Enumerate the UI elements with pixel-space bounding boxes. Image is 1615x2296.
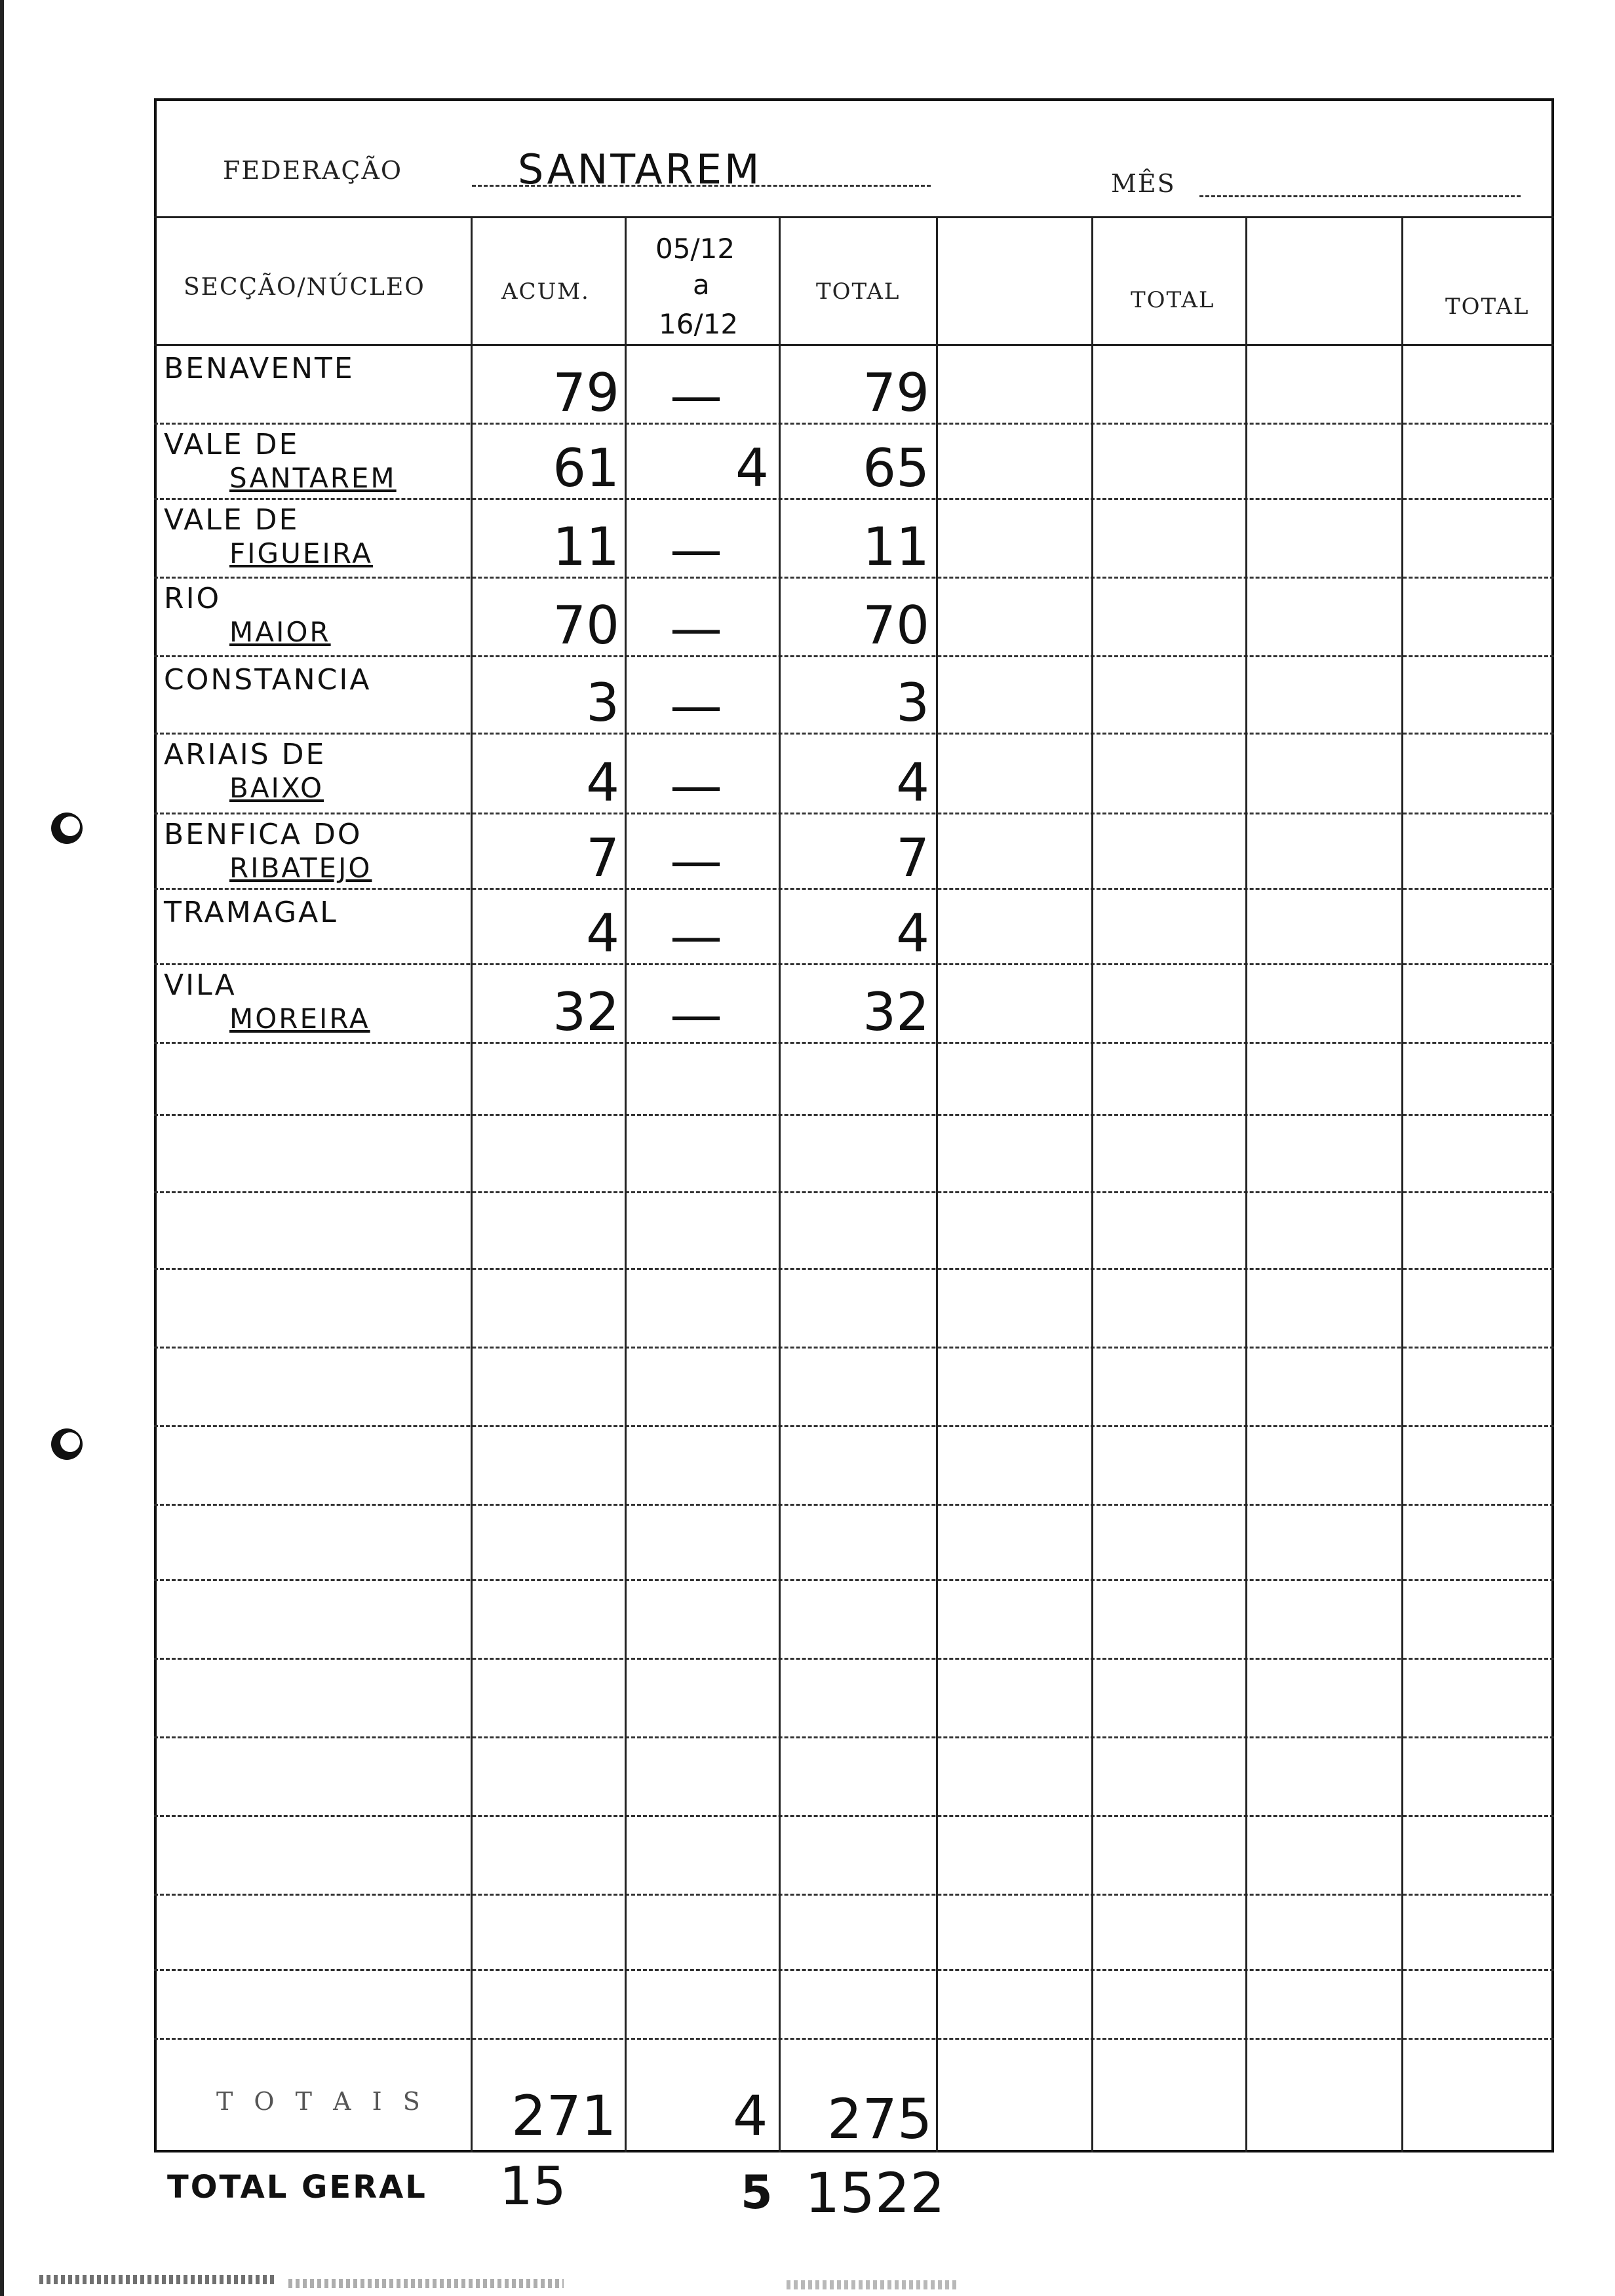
column-divider <box>471 216 473 2152</box>
col-header-period-end: 16/12 <box>659 308 739 340</box>
column-divider <box>625 216 627 2152</box>
page-edge <box>0 0 4 2296</box>
row-name-line-1: TRAMAGAL <box>164 896 338 929</box>
row-period: — <box>670 598 722 659</box>
row-acum: 61 <box>553 438 619 499</box>
row-name-line-1: VILA <box>164 968 237 1002</box>
row-divider <box>154 888 1554 890</box>
row-divider <box>154 1268 1554 1270</box>
row-divider <box>154 963 1554 965</box>
federacao-value: SANTAREM <box>518 145 762 193</box>
col-header-total-3: TOTAL <box>1445 294 1530 320</box>
col-header-total: TOTAL <box>816 278 901 305</box>
row-name-line-1: ARIAIS DE <box>164 738 326 771</box>
col-header-period-start: 05/12 <box>655 233 735 265</box>
row-acum: 4 <box>586 903 619 964</box>
row-period: — <box>670 755 722 816</box>
row-total: 7 <box>896 828 929 889</box>
mes-label: MÊS <box>1111 169 1176 198</box>
totais-total: 275 <box>827 2087 933 2151</box>
row-period: — <box>670 906 722 966</box>
punch-hole <box>51 1428 83 1460</box>
row-divider <box>154 1425 1554 1427</box>
row-total: 79 <box>863 362 929 423</box>
row-period: — <box>670 365 722 426</box>
row-divider <box>154 1504 1554 1506</box>
row-period: — <box>670 675 722 736</box>
row-divider <box>154 1658 1554 1660</box>
total-geral-period: 5 <box>741 2166 773 2219</box>
row-acum: 11 <box>553 516 619 577</box>
col-header-total-2: TOTAL <box>1131 287 1215 313</box>
row-divider <box>154 1894 1554 1896</box>
row-acum: 70 <box>553 595 619 656</box>
row-name-line-2: MAIOR <box>229 616 331 648</box>
mes-underline <box>1199 195 1521 197</box>
column-divider <box>1091 216 1093 2152</box>
column-divider <box>1245 216 1247 2152</box>
col-header-period-separator: a <box>693 269 710 301</box>
row-name-line-1: VALE DE <box>164 428 300 461</box>
row-acum: 7 <box>586 828 619 889</box>
row-period: 4 <box>735 438 769 499</box>
row-divider <box>154 655 1554 657</box>
row-name-line-2: SANTAREM <box>229 462 397 494</box>
form-frame <box>154 98 1554 2152</box>
row-acum: 4 <box>586 752 619 813</box>
total-geral-total: 1522 <box>805 2161 945 2225</box>
header-divider <box>154 216 1554 218</box>
row-total: 4 <box>896 752 929 813</box>
row-total: 11 <box>863 516 929 577</box>
row-name-line-2: FIGUEIRA <box>229 537 373 569</box>
row-total: 4 <box>896 903 929 964</box>
row-name-line-2: MOREIRA <box>229 1003 370 1035</box>
totais-period: 4 <box>733 2084 768 2148</box>
row-divider <box>154 1347 1554 1349</box>
row-name-line-1: CONSTANCIA <box>164 663 372 697</box>
row-name-line-1: RIO <box>164 582 222 615</box>
totais-label: T O T A I S <box>216 2087 427 2116</box>
row-name-line-1: BENAVENTE <box>164 352 355 385</box>
scan-noise <box>787 2280 957 2289</box>
total-geral-acum: 15 <box>499 2156 566 2217</box>
row-acum: 3 <box>586 672 619 733</box>
row-divider <box>154 733 1554 735</box>
row-total: 32 <box>863 982 929 1043</box>
federacao-label: FEDERAÇÃO <box>223 156 403 185</box>
col-header-acum: ACUM. <box>501 278 590 305</box>
row-divider <box>154 1042 1554 1044</box>
scan-noise <box>39 2275 275 2284</box>
row-period: — <box>670 984 722 1045</box>
row-divider <box>154 577 1554 579</box>
punch-hole <box>51 813 83 844</box>
column-divider <box>936 216 938 2152</box>
col-header-seccao: SECÇÃO/NÚCLEO <box>184 274 425 301</box>
row-divider <box>154 1736 1554 1738</box>
row-divider <box>154 813 1554 814</box>
column-header-divider <box>154 344 1554 346</box>
row-acum: 32 <box>553 982 619 1043</box>
row-divider <box>154 1191 1554 1193</box>
row-total: 70 <box>863 595 929 656</box>
row-divider <box>154 1114 1554 1116</box>
row-divider <box>154 1579 1554 1581</box>
row-divider <box>154 1969 1554 1971</box>
row-divider <box>154 498 1554 500</box>
row-period: — <box>670 830 722 891</box>
row-divider <box>154 423 1554 425</box>
column-divider <box>779 216 781 2152</box>
federacao-underline <box>472 185 931 187</box>
row-period: — <box>670 519 722 580</box>
row-total: 65 <box>863 438 929 499</box>
row-divider <box>154 1815 1554 1817</box>
row-name-line-1: VALE DE <box>164 503 300 537</box>
row-acum: 79 <box>553 362 619 423</box>
row-name-line-2: BAIXO <box>229 772 324 804</box>
scan-noise <box>288 2279 564 2288</box>
total-geral-label: TOTAL GERAL <box>167 2169 427 2206</box>
row-total: 3 <box>896 672 929 733</box>
row-name-line-2: RIBATEJO <box>229 852 372 884</box>
row-name-line-1: BENFICA DO <box>164 818 362 851</box>
row-divider <box>154 2038 1554 2040</box>
column-divider <box>1401 216 1403 2152</box>
totais-acum: 271 <box>511 2084 617 2148</box>
